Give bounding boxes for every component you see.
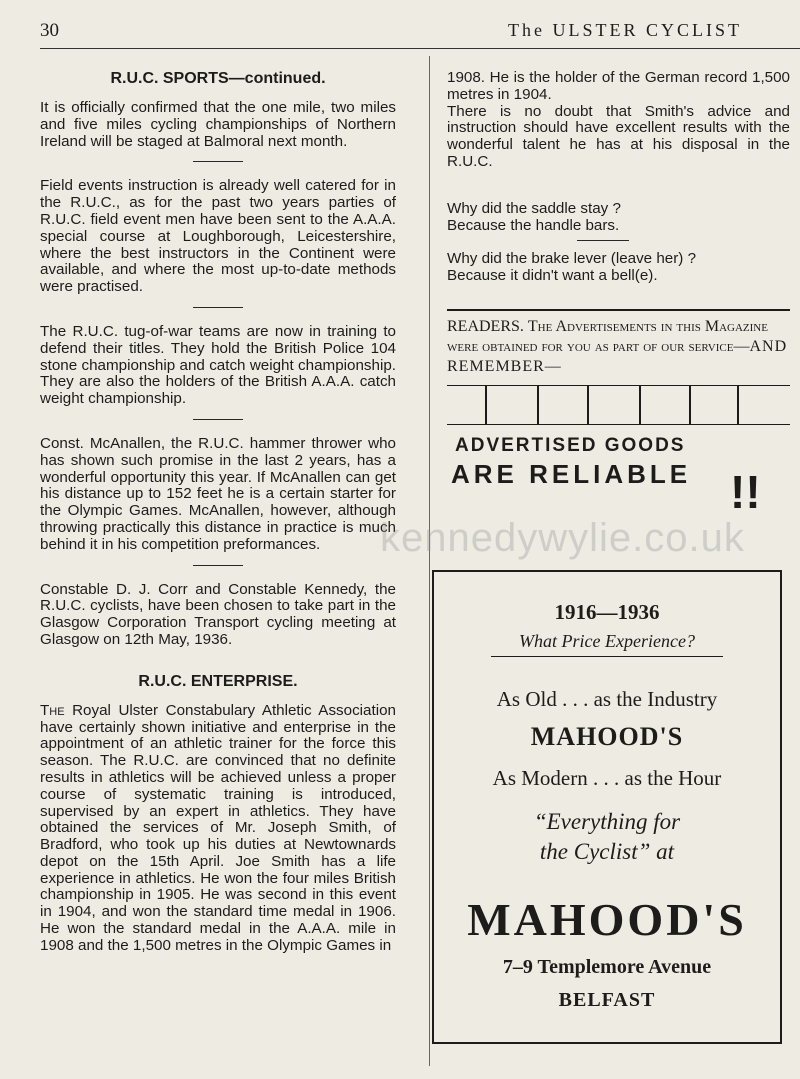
page-number: 30	[40, 20, 59, 41]
separator-rule	[193, 307, 243, 308]
readers-notice	[447, 309, 790, 490]
running-head: The ULSTER CYCLIST	[508, 20, 742, 40]
readers-lead: READERS.	[447, 317, 524, 335]
joke-brake-lever	[447, 251, 790, 285]
separator-rule	[193, 161, 243, 162]
ad-slogan-line1: “Everything for	[533, 809, 681, 834]
ad-years: 1916—1936	[554, 600, 660, 624]
section-title-ruc-enterprise: R.U.C. ENTERPRISE.	[138, 672, 298, 690]
section-title-ruc-sports: R.U.C. SPORTS—continued.	[110, 70, 326, 87]
paragraph-tug-of-war: The R.U.C. tug-of-war teams are now in training to defend their titles. They hold the British Police 104 stone championship and catch weight championship. They are also the holders of the British A.A.A. catch weight championship.	[40, 322, 396, 408]
watermark: kennedywylie.co.uk	[380, 516, 745, 560]
left-column	[40, 70, 396, 955]
separator-rule	[193, 565, 243, 566]
paragraph-field-events: Field events instruction is already well catered for in the R.U.C., as for the past two years parties of R.U.C. field event men have been sent to the A.A.A. special course at Loughborough, Leicestershire, where the best instructors in the Continent were available, and where the most up-to-date methods were practised.	[40, 177, 396, 296]
ad-city: BELFAST	[558, 989, 656, 1011]
advertised-goods-text: ADVERTISED GOODS	[455, 434, 686, 456]
ad-brand-name: MAHOOD'S	[530, 722, 684, 751]
paragraph-enterprise	[40, 703, 396, 955]
exclamation-marks: !!	[730, 466, 761, 518]
decorative-bars	[447, 385, 790, 425]
mahoods-advertisement	[432, 570, 782, 1044]
paragraph-cycling-championships: It is officially confirmed that the one mile, two miles and five miles cycling championships of Northern Ireland will be staged at Balmoral next month.	[40, 99, 396, 150]
separator-rule	[577, 240, 629, 241]
column-divider	[429, 56, 430, 1066]
joke-saddle	[447, 201, 790, 235]
separator-rule	[193, 419, 243, 420]
ad-question: What Price Experience?	[519, 631, 695, 651]
joke-question: Why did the brake lever (leave her) ?	[447, 250, 697, 268]
ad-slogan	[434, 807, 780, 867]
joke-question: Why did the saddle stay ?	[447, 199, 621, 217]
header-rule	[40, 48, 800, 49]
ad-as-old-line: As Old . . . as the Industry	[496, 687, 718, 711]
paragraph-corr-kennedy: Constable D. J. Corr and Constable Kennedy, the R.U.C. cyclists, have been chosen to take part in the Glasgow Corporation Transport cycling meeting at Glasgow on 12th May, 1936.	[40, 580, 396, 648]
are-reliable-text: ARE RELIABLE	[451, 458, 692, 489]
readers-emphasis: AND REMEMBER—	[447, 337, 788, 375]
paragraph-smith-advice: There is no doubt that Smith's advice and instruction should have excellent results with the wonderful talent he has at his disposal in the R.U.C.	[447, 102, 790, 170]
ad-as-modern-line: As Modern . . . as the Hour	[492, 766, 722, 790]
ad-brand-name-large: MAHOOD'S	[467, 894, 747, 945]
paragraph-german-record: 1908. He is the holder of the German record 1,500 metres in 1904.	[447, 69, 790, 103]
paragraph-enterprise-body: Royal Ulster Constabulary Athletic Association have certainly shown initiative and enterprise in the appointment of an athletic trainer for the force this season. The R.U.C. are convinced that no definite results in athletics will be achieved unless a proper course of systematic training is introduced, supervised by an expert in athletics. They have obtained the services of Mr. Joseph Smith, of Bradford, who took up his duties at Newtownards depot on the 15th April. Joe Smith has a life experience in athletics. He won the four miles British championship in 1905. He was second in this event in 1904, and won the standard time medal in 1906. He won the standard medal in the A.A.A. mile in 1908 and the 1,500 metres in the Olympic Games in	[40, 701, 396, 954]
right-column	[447, 70, 790, 490]
joke-answer: Because the handle bars.	[447, 216, 620, 234]
joke-answer: Because it didn't want a bell(e).	[447, 267, 658, 285]
ad-question-underline	[491, 656, 723, 657]
readers-text: The Advertisements in this Magazine were obtained for you as part of our service—	[447, 317, 768, 355]
ad-slogan-line2: the Cyclist” at	[539, 839, 675, 864]
ad-address: 7–9 Templemore Avenue	[502, 956, 712, 978]
paragraph-lead-word: The	[40, 701, 65, 719]
paragraph-mcanallen: Const. McAnallen, the R.U.C. hammer thrower who has shown such promise in the last 2 years, has a wonderful opportunity this year. If McAnallen can get his distance up to 152 feet he is a certain starter for the Olympic Games. McAnallen, however, although throwing practically this distance in practice is much behind it in his competition preformances.	[40, 434, 396, 553]
